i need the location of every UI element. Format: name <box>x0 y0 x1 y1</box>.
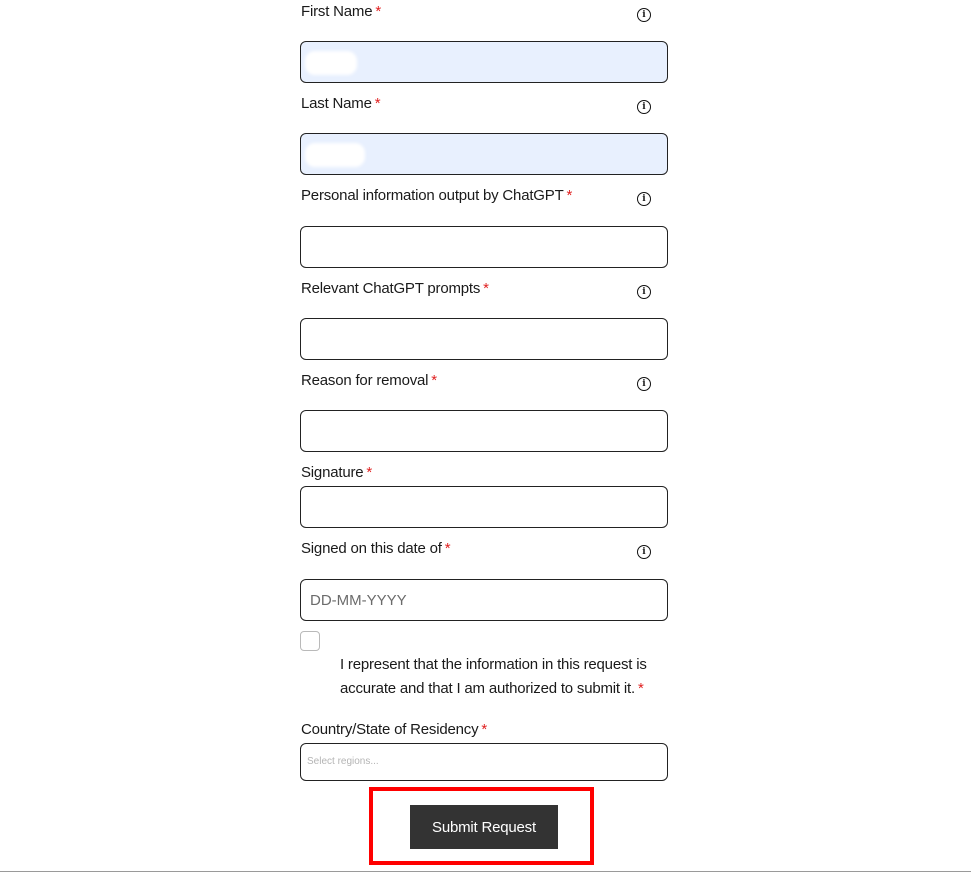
info-icon[interactable]: i <box>637 8 651 22</box>
signed-date-input[interactable] <box>300 579 668 621</box>
signature-input[interactable] <box>300 486 668 528</box>
last-name-input[interactable] <box>300 133 668 175</box>
consent-line-2: accurate and that I am authorized to submit it. <box>340 680 635 697</box>
prompts-input[interactable] <box>300 318 668 360</box>
country-placeholder: Select regions... <box>307 756 379 767</box>
required-asterisk: * <box>444 540 451 557</box>
required-asterisk: * <box>374 95 381 112</box>
personal-info-input[interactable] <box>300 226 668 268</box>
consent-text <box>340 653 700 701</box>
required-asterisk: * <box>566 187 573 204</box>
info-icon[interactable]: i <box>637 377 651 391</box>
country-label: Country/State of Residency * <box>301 721 488 738</box>
info-icon[interactable]: i <box>637 285 651 299</box>
personal-info-label: Personal information output by ChatGPT * <box>301 187 573 204</box>
consent-line-2-wrap <box>340 677 700 701</box>
signed-date-label: Signed on this date of * <box>301 540 451 557</box>
consent-line-1: I represent that the information in this request is <box>340 656 647 673</box>
consent-checkbox[interactable] <box>300 631 320 651</box>
signature-label: Signature * <box>301 464 373 481</box>
required-asterisk: * <box>431 372 437 389</box>
required-asterisk: * <box>637 680 644 697</box>
reason-input[interactable] <box>300 410 668 452</box>
redacted-value <box>305 51 357 75</box>
info-icon[interactable]: i <box>637 545 651 559</box>
first-name-label: First Name * <box>301 3 381 20</box>
first-name-input[interactable] <box>300 41 668 83</box>
redacted-value <box>305 143 365 167</box>
required-asterisk: * <box>483 280 489 297</box>
required-asterisk: * <box>481 721 488 738</box>
info-icon[interactable]: i <box>637 192 651 206</box>
submit-request-button[interactable]: Submit Request <box>410 805 558 849</box>
last-name-label: Last Name * <box>301 95 381 112</box>
prompts-label: Relevant ChatGPT prompts * <box>301 280 489 297</box>
divider <box>0 871 971 872</box>
country-select[interactable] <box>300 743 668 781</box>
required-asterisk: * <box>366 464 373 481</box>
required-asterisk: * <box>375 3 381 20</box>
reason-label: Reason for removal * <box>301 372 437 389</box>
date-placeholder: DD-MM-YYYY <box>310 592 407 609</box>
info-icon[interactable]: i <box>637 100 651 114</box>
